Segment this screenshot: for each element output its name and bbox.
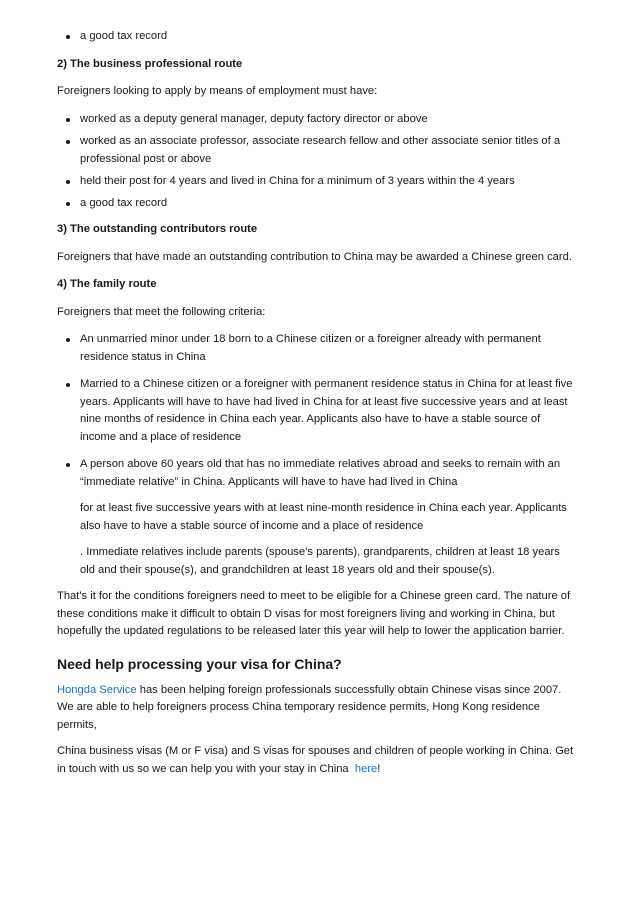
- family-route-heading: 4) The family route: [57, 278, 157, 290]
- hongda-service-link[interactable]: Hongda Service: [57, 683, 137, 696]
- help-heading: Need help processing your visa for China?: [57, 655, 342, 672]
- list-item: Married to a Chinese citizen or a foreigner with permanent residence status in China for at least five years. Applicants will have to have had lived in China for at least five successive years and at least nine months of residence in China each year. Applicants also have to have a stable source of income and a place of residence: [57, 376, 577, 446]
- business-route-intro: Foreigners looking to apply by means of employment must have:: [57, 85, 378, 97]
- list-item: held their post for 4 years and lived in China for a minimum of 3 years within the 4 years: [57, 173, 577, 191]
- list-item: worked as a deputy general manager, deputy factory director or above: [57, 111, 577, 129]
- list-item: a good tax record: [57, 195, 577, 213]
- document-page: [57, 28, 577, 778]
- family-route-list: [57, 331, 577, 491]
- family-continuation-2: . Immediate relatives include parents (spouse’s parents), grandparents, children at least 18 years old and their spouse(s), and grandchildren at least 18 years old and their spouse(s).: [80, 546, 560, 576]
- business-route-list: [57, 111, 577, 213]
- list-item: a good tax record: [57, 28, 577, 46]
- list-item: A person above 60 years old that has no immediate relatives abroad and seeks to remain with an “immediate relative” in China. Applicants will have to have had lived in China: [57, 456, 577, 491]
- top-list: [57, 28, 577, 46]
- list-item: worked as an associate professor, associate research fellow and other associate senior titles of a professional post or above: [57, 133, 577, 168]
- here-link[interactable]: here: [354, 762, 378, 775]
- help-paragraph-1-text: has been helping foreign professionals successfully obtain Chinese visas since 2007. We are able to help foreigners process China temporary residence permits, Hong Kong residence permits,: [57, 683, 562, 731]
- business-route-heading: 2) The business professional route: [57, 57, 243, 70]
- list-item: An unmarried minor under 18 born to a Chinese citizen or a foreigner already with permanent residence status in China: [57, 331, 577, 366]
- family-continuation-1: for at least five successive years with at least nine-month residence in China each year. Applicants also have to have a stable source of income and a place of residence: [80, 502, 567, 532]
- summary-paragraph: That's it for the conditions foreigners need to meet to be eligible for a Chinese green card. The nature of these conditions make it difficult to obtain D visas for most foreigners living and working in China, but hopefully the updated regulations to be released later this year will help to lower the application barrier.: [57, 590, 571, 637]
- help-paragraph-2-text: China business visas (M or F visa) and S visas for spouses and children of people working in China. Get in touch with us so we can help you with your stay in China: [57, 745, 577, 775]
- help-paragraph-2-end: !: [377, 762, 381, 775]
- help-paragraph-2: [57, 743, 577, 778]
- outstanding-route-text: Foreigners that have made an outstanding contribution to China may be awarded a Chinese green card.: [57, 250, 572, 263]
- help-paragraph-1: [57, 682, 577, 735]
- family-route-intro: Foreigners that meet the following criteria:: [57, 305, 266, 318]
- outstanding-route-heading: 3) The outstanding contributors route: [57, 223, 258, 235]
